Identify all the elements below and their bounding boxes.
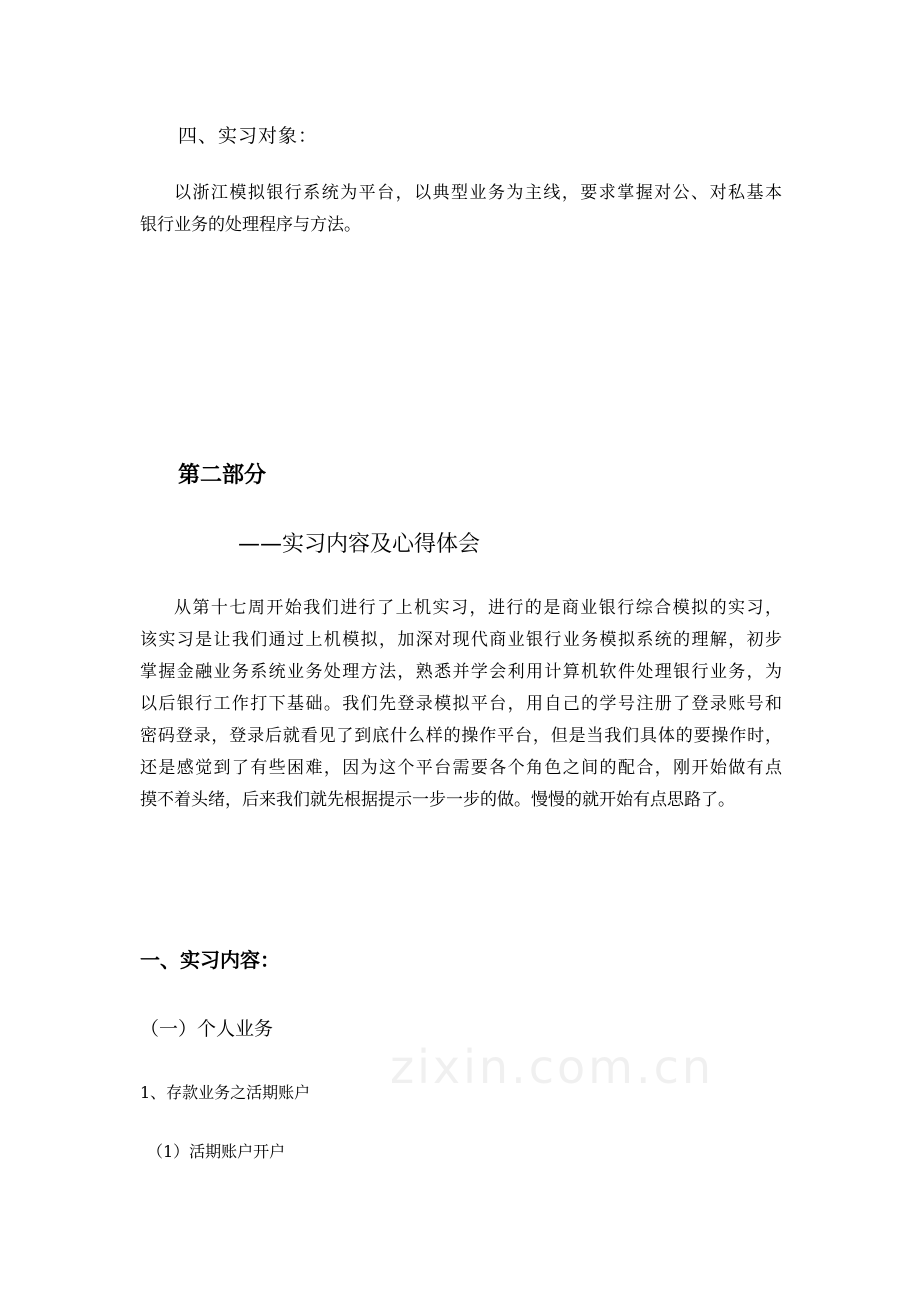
part-two-paragraph <box>140 592 782 816</box>
section-four-heading: 四、实习对象： <box>178 125 319 147</box>
part-two-title: 第二部分 <box>178 463 267 488</box>
paragraph-line: 密码登录，登录后就看见了到底什么样的操作平台，但是当我们具体的要操作时， <box>140 726 782 746</box>
paragraph-line: 以后银行工作打下基础。我们先登录模拟平台，用自己的学号注册了登录账号和 <box>140 694 782 714</box>
paragraph-line: 以浙江模拟银行系统为平台，以典型业务为主线，要求掌握对公、对私基本 <box>174 183 782 203</box>
section-four-paragraph <box>140 177 782 241</box>
part-two-subtitle: ——实习内容及心得体会 <box>238 532 481 557</box>
content-section-title: 一、实习内容： <box>140 948 280 972</box>
paragraph-line: 摸不着头绪，后来我们就先根据提示一步一步的做。慢慢的就开始有点思路了。 <box>140 790 735 810</box>
paragraph-line: 从第十七周开始我们进行了上机实习，进行的是商业银行综合模拟的实习， <box>174 598 782 618</box>
paragraph-line: 掌握金融业务系统业务处理方法，熟悉并学会利用计算机软件处理银行业务，为 <box>140 662 782 682</box>
paragraph-line: 银行业务的处理程序与方法。 <box>140 215 361 235</box>
subsection-heading: （一）个人业务 <box>140 1018 274 1040</box>
paragraph-line: 该实习是让我们通过上机模拟，加深对现代商业银行业务模拟系统的理解，初步 <box>140 630 782 650</box>
subitem-heading: （1）活期账户开户 <box>147 1142 286 1161</box>
item-heading: 1、存款业务之活期账户 <box>140 1083 311 1102</box>
watermark: zixin.com.cn <box>390 1040 715 1094</box>
paragraph-line: 还是感觉到了有些困难，因为这个平台需要各个角色之间的配合，刚开始做有点 <box>140 758 782 778</box>
